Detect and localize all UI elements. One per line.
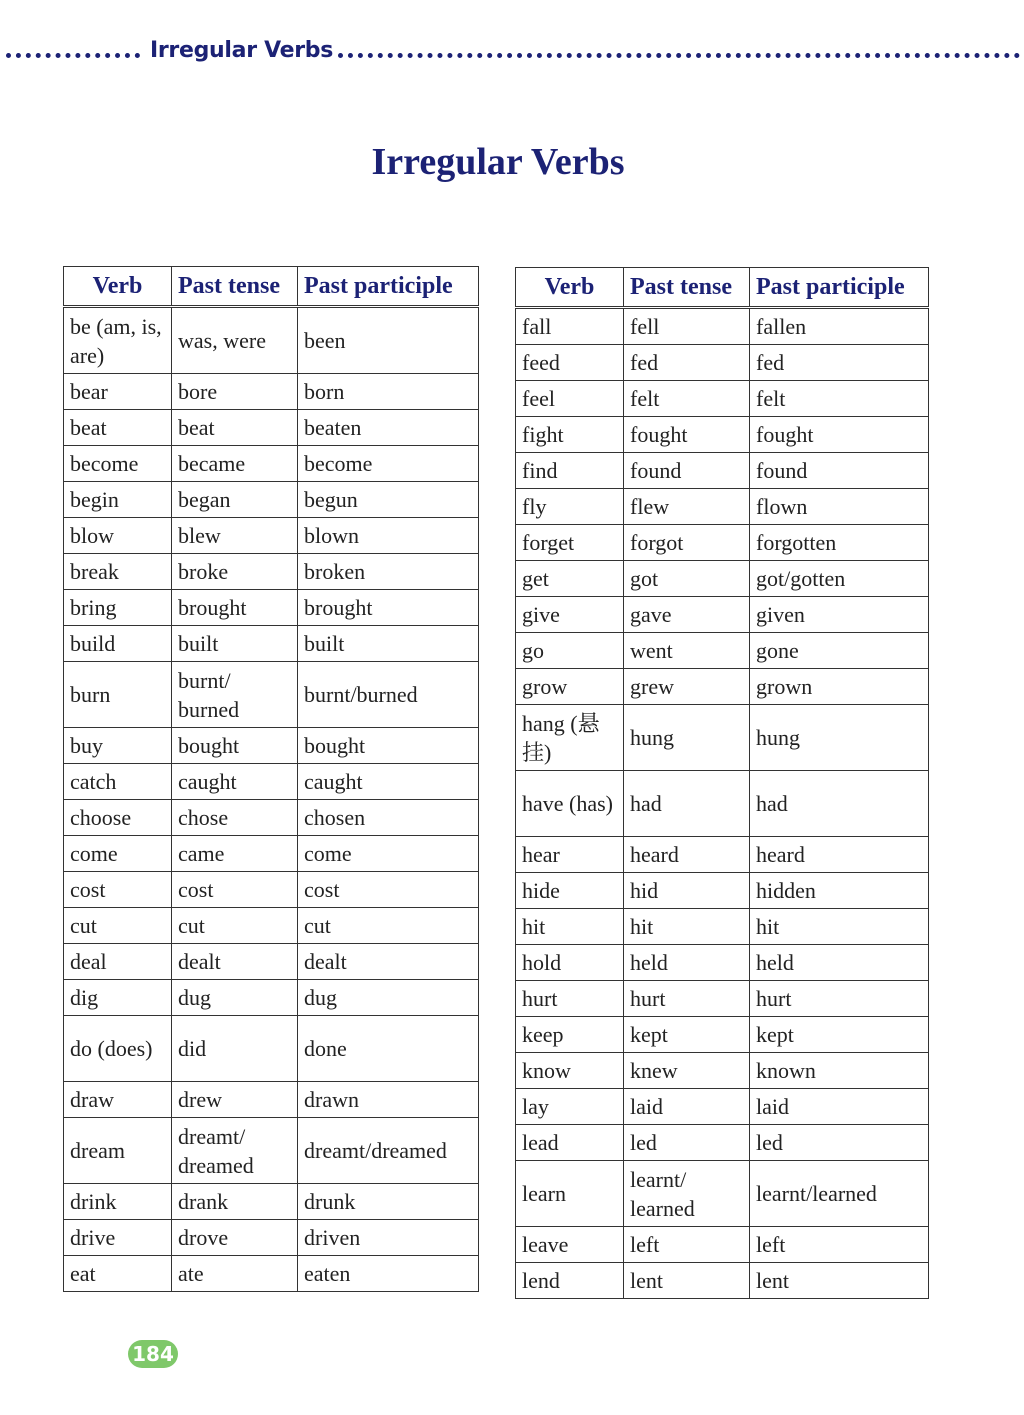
past-participle-cell: fallen xyxy=(750,308,929,345)
table-row xyxy=(64,1220,479,1256)
table-row xyxy=(64,307,479,374)
verb-cell: build xyxy=(64,626,172,662)
table-row xyxy=(64,482,479,518)
table-row xyxy=(64,800,479,836)
verb-cell: keep xyxy=(516,1017,624,1053)
table-row xyxy=(64,764,479,800)
table-row xyxy=(64,554,479,590)
past-participle-cell: broken xyxy=(298,554,479,590)
past-tense-cell: fed xyxy=(624,345,750,381)
verb-cell: eat xyxy=(64,1256,172,1292)
past-participle-cell: kept xyxy=(750,1017,929,1053)
past-participle-cell: been xyxy=(298,307,479,374)
verb-cell: do (does) xyxy=(64,1016,172,1082)
table-row xyxy=(516,308,929,345)
past-tense-cell: ate xyxy=(172,1256,298,1292)
table-row xyxy=(64,626,479,662)
past-tense-cell: chose xyxy=(172,800,298,836)
past-tense-cell: gave xyxy=(624,597,750,633)
verb-cell: cut xyxy=(64,908,172,944)
past-participle-cell: blown xyxy=(298,518,479,554)
table-row xyxy=(516,705,929,771)
past-tense-cell: was, were xyxy=(172,307,298,374)
past-participle-cell: left xyxy=(750,1227,929,1263)
past-tense-cell: hit xyxy=(624,909,750,945)
verb-cell: learn xyxy=(516,1161,624,1227)
verb-cell: fall xyxy=(516,308,624,345)
verb-cell: hold xyxy=(516,945,624,981)
past-participle-cell: come xyxy=(298,836,479,872)
past-participle-cell: known xyxy=(750,1053,929,1089)
past-participle-cell: held xyxy=(750,945,929,981)
table-row xyxy=(516,837,929,873)
verb-cell: fight xyxy=(516,417,624,453)
verb-cell: lend xyxy=(516,1263,624,1299)
verb-cell: drink xyxy=(64,1184,172,1220)
table-row xyxy=(516,945,929,981)
past-participle-cell: given xyxy=(750,597,929,633)
verb-cell: get xyxy=(516,561,624,597)
past-tense-cell: kept xyxy=(624,1017,750,1053)
past-tense-cell: began xyxy=(172,482,298,518)
verb-cell: go xyxy=(516,633,624,669)
table-row xyxy=(64,1016,479,1082)
table-row xyxy=(64,1118,479,1184)
verb-cell: dig xyxy=(64,980,172,1016)
past-participle-cell: begun xyxy=(298,482,479,518)
verb-cell: hit xyxy=(516,909,624,945)
past-tense-cell: broke xyxy=(172,554,298,590)
verb-table-left xyxy=(63,266,479,1292)
past-participle-cell: cut xyxy=(298,908,479,944)
table-row xyxy=(516,345,929,381)
table-header-row xyxy=(516,268,929,308)
table-row xyxy=(516,417,929,453)
running-header xyxy=(0,38,1024,68)
table-row xyxy=(64,1184,479,1220)
past-tense-cell: had xyxy=(624,771,750,837)
verb-table-right xyxy=(515,267,929,1299)
verb-cell: beat xyxy=(64,410,172,446)
past-tense-cell: became xyxy=(172,446,298,482)
past-participle-cell: fed xyxy=(750,345,929,381)
page-number-badge: 184 xyxy=(128,1340,178,1368)
past-participle-cell: hidden xyxy=(750,873,929,909)
past-tense-cell: bore xyxy=(172,374,298,410)
past-tense-cell: forgot xyxy=(624,525,750,561)
dotted-rule-right xyxy=(338,53,1020,58)
past-participle-cell: dreamt/dreamed xyxy=(298,1118,479,1184)
table-row xyxy=(516,633,929,669)
past-participle-cell: got/gotten xyxy=(750,561,929,597)
verb-cell: choose xyxy=(64,800,172,836)
past-tense-cell: cut xyxy=(172,908,298,944)
table-row xyxy=(64,446,479,482)
verb-cell: break xyxy=(64,554,172,590)
table-row xyxy=(64,728,479,764)
table-row xyxy=(516,597,929,633)
past-tense-cell: cost xyxy=(172,872,298,908)
verb-cell: buy xyxy=(64,728,172,764)
past-tense-cell: beat xyxy=(172,410,298,446)
column-header-past-participle: Past participle xyxy=(298,267,479,307)
table-row xyxy=(516,1017,929,1053)
past-participle-cell: fought xyxy=(750,417,929,453)
column-header-past-tense: Past tense xyxy=(624,268,750,308)
table-row xyxy=(516,381,929,417)
verb-cell: be (am, is, are) xyxy=(64,307,172,374)
past-participle-cell: burnt/burned xyxy=(298,662,479,728)
verb-cell: burn xyxy=(64,662,172,728)
past-participle-cell: born xyxy=(298,374,479,410)
past-tense-cell: went xyxy=(624,633,750,669)
past-participle-cell: led xyxy=(750,1125,929,1161)
table-row xyxy=(64,590,479,626)
past-participle-cell: learnt/learned xyxy=(750,1161,929,1227)
past-participle-cell: drunk xyxy=(298,1184,479,1220)
verb-table-left-body xyxy=(64,307,479,1292)
column-header-verb: Verb xyxy=(516,268,624,308)
past-participle-cell: cost xyxy=(298,872,479,908)
past-participle-cell: flown xyxy=(750,489,929,525)
table-row xyxy=(516,981,929,1017)
verb-cell: bear xyxy=(64,374,172,410)
verb-cell: become xyxy=(64,446,172,482)
table-row xyxy=(64,908,479,944)
past-participle-cell: done xyxy=(298,1016,479,1082)
past-participle-cell: built xyxy=(298,626,479,662)
verb-cell: leave xyxy=(516,1227,624,1263)
past-participle-cell: found xyxy=(750,453,929,489)
verb-cell: lead xyxy=(516,1125,624,1161)
past-tense-cell: fought xyxy=(624,417,750,453)
table-row xyxy=(516,525,929,561)
past-tense-cell: blew xyxy=(172,518,298,554)
verb-cell: forget xyxy=(516,525,624,561)
table-row xyxy=(64,1082,479,1118)
past-participle-cell: heard xyxy=(750,837,929,873)
page-title: Irregular Verbs xyxy=(371,141,625,183)
table-row xyxy=(64,836,479,872)
past-participle-cell: had xyxy=(750,771,929,837)
table-row xyxy=(516,561,929,597)
table-row xyxy=(516,1263,929,1299)
past-participle-cell: hurt xyxy=(750,981,929,1017)
past-participle-cell: lent xyxy=(750,1263,929,1299)
table-row xyxy=(516,453,929,489)
past-participle-cell: dug xyxy=(298,980,479,1016)
past-tense-cell: flew xyxy=(624,489,750,525)
table-header-row xyxy=(64,267,479,307)
past-tense-cell: dug xyxy=(172,980,298,1016)
past-tense-cell: drove xyxy=(172,1220,298,1256)
column-header-past-tense: Past tense xyxy=(172,267,298,307)
verb-cell: drive xyxy=(64,1220,172,1256)
past-tense-cell: led xyxy=(624,1125,750,1161)
past-tense-cell: lent xyxy=(624,1263,750,1299)
past-tense-cell: learnt/ learned xyxy=(624,1161,750,1227)
past-tense-cell: built xyxy=(172,626,298,662)
past-participle-cell: hit xyxy=(750,909,929,945)
table-row xyxy=(516,1125,929,1161)
verb-cell: hang (悬挂) xyxy=(516,705,624,771)
running-header-title: Irregular Verbs xyxy=(150,38,334,63)
table-row xyxy=(64,944,479,980)
past-participle-cell: driven xyxy=(298,1220,479,1256)
table-row xyxy=(516,489,929,525)
past-participle-cell: grown xyxy=(750,669,929,705)
past-tense-cell: hung xyxy=(624,705,750,771)
column-header-verb: Verb xyxy=(64,267,172,307)
verb-cell: give xyxy=(516,597,624,633)
table-row xyxy=(516,873,929,909)
past-tense-cell: fell xyxy=(624,308,750,345)
verb-cell: grow xyxy=(516,669,624,705)
table-row xyxy=(516,909,929,945)
past-participle-cell: brought xyxy=(298,590,479,626)
past-tense-cell: drew xyxy=(172,1082,298,1118)
past-tense-cell: hurt xyxy=(624,981,750,1017)
past-participle-cell: felt xyxy=(750,381,929,417)
verb-cell: dream xyxy=(64,1118,172,1184)
past-tense-cell: dreamt/ dreamed xyxy=(172,1118,298,1184)
past-participle-cell: become xyxy=(298,446,479,482)
past-tense-cell: left xyxy=(624,1227,750,1263)
table-row xyxy=(516,1089,929,1125)
past-tense-cell: grew xyxy=(624,669,750,705)
past-tense-cell: caught xyxy=(172,764,298,800)
past-tense-cell: got xyxy=(624,561,750,597)
verb-cell: catch xyxy=(64,764,172,800)
verb-cell: come xyxy=(64,836,172,872)
past-participle-cell: chosen xyxy=(298,800,479,836)
table-row xyxy=(64,980,479,1016)
past-tense-cell: hid xyxy=(624,873,750,909)
verb-cell: blow xyxy=(64,518,172,554)
past-tense-cell: dealt xyxy=(172,944,298,980)
dotted-rule-left xyxy=(6,53,140,58)
table-row xyxy=(516,669,929,705)
past-tense-cell: knew xyxy=(624,1053,750,1089)
verb-cell: know xyxy=(516,1053,624,1089)
past-participle-cell: caught xyxy=(298,764,479,800)
past-tense-cell: came xyxy=(172,836,298,872)
past-participle-cell: forgotten xyxy=(750,525,929,561)
verb-cell: find xyxy=(516,453,624,489)
past-tense-cell: burnt/ burned xyxy=(172,662,298,728)
past-tense-cell: brought xyxy=(172,590,298,626)
column-header-past-participle: Past participle xyxy=(750,268,929,308)
verb-cell: hide xyxy=(516,873,624,909)
past-tense-cell: felt xyxy=(624,381,750,417)
past-tense-cell: held xyxy=(624,945,750,981)
table-row xyxy=(64,374,479,410)
verb-cell: cost xyxy=(64,872,172,908)
past-participle-cell: drawn xyxy=(298,1082,479,1118)
table-row xyxy=(64,410,479,446)
past-tense-cell: heard xyxy=(624,837,750,873)
verb-cell: fly xyxy=(516,489,624,525)
table-row xyxy=(64,872,479,908)
past-participle-cell: hung xyxy=(750,705,929,771)
verb-cell: hurt xyxy=(516,981,624,1017)
past-participle-cell: dealt xyxy=(298,944,479,980)
table-row xyxy=(64,518,479,554)
verb-cell: begin xyxy=(64,482,172,518)
verb-cell: deal xyxy=(64,944,172,980)
verb-cell: draw xyxy=(64,1082,172,1118)
table-row xyxy=(516,1053,929,1089)
verb-cell: have (has) xyxy=(516,771,624,837)
verb-table-right-body xyxy=(516,308,929,1299)
verb-cell: feel xyxy=(516,381,624,417)
table-row xyxy=(516,1161,929,1227)
verb-cell: hear xyxy=(516,837,624,873)
past-participle-cell: bought xyxy=(298,728,479,764)
past-tense-cell: did xyxy=(172,1016,298,1082)
past-tense-cell: bought xyxy=(172,728,298,764)
verb-cell: lay xyxy=(516,1089,624,1125)
table-row xyxy=(64,662,479,728)
past-participle-cell: laid xyxy=(750,1089,929,1125)
past-tense-cell: found xyxy=(624,453,750,489)
table-row xyxy=(516,771,929,837)
past-participle-cell: eaten xyxy=(298,1256,479,1292)
verb-cell: bring xyxy=(64,590,172,626)
past-tense-cell: drank xyxy=(172,1184,298,1220)
table-row xyxy=(64,1256,479,1292)
past-participle-cell: beaten xyxy=(298,410,479,446)
table-row xyxy=(516,1227,929,1263)
past-tense-cell: laid xyxy=(624,1089,750,1125)
verb-cell: feed xyxy=(516,345,624,381)
past-participle-cell: gone xyxy=(750,633,929,669)
